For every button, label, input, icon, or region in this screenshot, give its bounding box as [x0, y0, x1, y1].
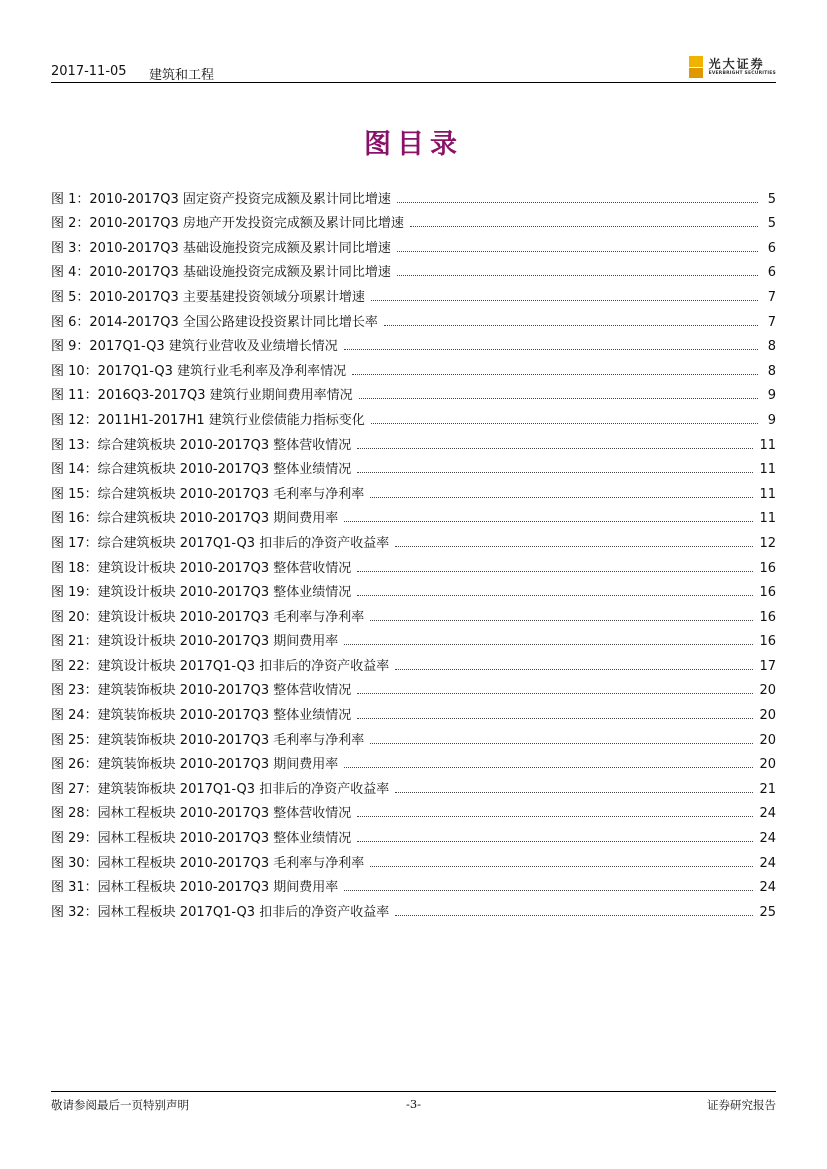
- toc-entry-label[interactable]: 图 32：园林工程板块 2017Q1-Q3 扣非后的净资产收益率: [51, 904, 390, 920]
- toc-entry[interactable]: [51, 256, 776, 281]
- toc-entry-label[interactable]: 图 15：综合建筑板块 2010-2017Q3 毛利率与净利率: [51, 486, 365, 502]
- toc-leader-dots: [370, 866, 753, 867]
- toc-entry[interactable]: [51, 305, 776, 330]
- toc-entry-label[interactable]: 图 12：2011H1-2017H1 建筑行业偿债能力指标变化: [51, 412, 365, 428]
- toc-leader-dots: [371, 423, 758, 424]
- page-title: 图目录: [364, 129, 463, 160]
- toc-leader-dots: [357, 595, 753, 596]
- toc-entry-label[interactable]: 图 26：建筑装饰板块 2010-2017Q3 期间费用率: [51, 757, 339, 773]
- toc-entry[interactable]: [51, 600, 776, 625]
- toc-entry[interactable]: [51, 354, 776, 379]
- toc-entry-page[interactable]: 24: [759, 880, 776, 896]
- toc-entry[interactable]: [51, 723, 776, 748]
- toc-entry[interactable]: [51, 674, 776, 699]
- toc-entry-label[interactable]: 图 19：建筑设计板块 2010-2017Q3 整体业绩情况: [51, 585, 352, 601]
- toc-entry-label[interactable]: 图 27：建筑装饰板块 2017Q1-Q3 扣非后的净资产收益率: [51, 781, 390, 797]
- toc-entry-label[interactable]: 图 14：综合建筑板块 2010-2017Q3 整体业绩情况: [51, 462, 352, 478]
- figure-list: [51, 182, 776, 920]
- toc-leader-dots: [344, 349, 758, 350]
- toc-entry-page[interactable]: 9: [767, 412, 776, 428]
- toc-entry-page[interactable]: 5: [767, 216, 776, 232]
- toc-entry-page[interactable]: 16: [759, 609, 776, 625]
- toc-entry-label[interactable]: 图 31：园林工程板块 2010-2017Q3 期间费用率: [51, 880, 339, 896]
- toc-entry-page[interactable]: 20: [759, 683, 776, 699]
- toc-entry[interactable]: [51, 772, 776, 797]
- toc-entry[interactable]: [51, 379, 776, 404]
- toc-leader-dots: [370, 620, 753, 621]
- toc-leader-dots: [371, 300, 758, 301]
- page-footer: [51, 1097, 776, 1115]
- toc-entry-page[interactable]: 11: [759, 486, 776, 502]
- toc-leader-dots: [397, 275, 758, 276]
- toc-entry-label[interactable]: 图 22：建筑设计板块 2017Q1-Q3 扣非后的净资产收益率: [51, 658, 390, 674]
- toc-leader-dots: [357, 841, 753, 842]
- toc-entry[interactable]: [51, 871, 776, 896]
- toc-leader-dots: [370, 497, 753, 498]
- toc-leader-dots: [357, 448, 753, 449]
- toc-entry-page[interactable]: 6: [767, 265, 776, 281]
- toc-entry-label[interactable]: 图 18：建筑设计板块 2010-2017Q3 整体营收情况: [51, 560, 352, 576]
- toc-entry-page[interactable]: 17: [759, 658, 776, 674]
- toc-entry-page[interactable]: 5: [767, 191, 776, 207]
- toc-entry-label[interactable]: 图 25：建筑装饰板块 2010-2017Q3 毛利率与净利率: [51, 732, 365, 748]
- toc-leader-dots: [357, 571, 753, 572]
- toc-entry-label[interactable]: 图 4：2010-2017Q3 基础设施投资完成额及累计同比增速: [51, 265, 391, 281]
- report-type: 证券研究报告: [707, 1098, 776, 1112]
- toc-entry-label[interactable]: 图 3：2010-2017Q3 基础设施投资完成额及累计同比增速: [51, 240, 391, 256]
- toc-leader-dots: [344, 890, 753, 891]
- toc-entry-page[interactable]: 9: [767, 388, 776, 404]
- toc-entry-page[interactable]: 7: [767, 289, 776, 305]
- report-section: 建筑和工程: [149, 68, 215, 83]
- toc-entry-label[interactable]: 图 24：建筑装饰板块 2010-2017Q3 整体业绩情况: [51, 708, 352, 724]
- toc-leader-dots: [357, 816, 753, 817]
- toc-entry-label[interactable]: 图 5：2010-2017Q3 主要基建投资领域分项累计增速: [51, 289, 365, 305]
- toc-entry[interactable]: [51, 551, 776, 576]
- toc-entry[interactable]: [51, 280, 776, 305]
- disclaimer-note: 敬请参阅最后一页特别声明: [51, 1098, 189, 1112]
- toc-entry[interactable]: [51, 453, 776, 478]
- toc-entry-page[interactable]: 11: [759, 511, 776, 527]
- toc-entry-page[interactable]: 16: [759, 585, 776, 601]
- toc-leader-dots: [384, 325, 758, 326]
- toc-entry[interactable]: [51, 403, 776, 428]
- toc-entry-label[interactable]: 图 1：2010-2017Q3 固定资产投资完成额及累计同比增速: [51, 191, 391, 207]
- toc-leader-dots: [357, 693, 753, 694]
- footer-divider: [51, 1091, 776, 1092]
- toc-entry-page[interactable]: 12: [759, 535, 776, 551]
- toc-leader-dots: [344, 644, 753, 645]
- toc-leader-dots: [370, 743, 753, 744]
- toc-entry-label[interactable]: 图 9：2017Q1-Q3 建筑行业营收及业绩增长情况: [51, 339, 338, 355]
- toc-entry-page[interactable]: 24: [759, 855, 776, 871]
- toc-entry[interactable]: [51, 649, 776, 674]
- toc-entry[interactable]: [51, 698, 776, 723]
- toc-leader-dots: [397, 202, 758, 203]
- toc-leader-dots: [410, 226, 758, 227]
- toc-leader-dots: [395, 546, 753, 547]
- toc-leader-dots: [352, 374, 758, 375]
- toc-entry[interactable]: [51, 576, 776, 601]
- toc-entry[interactable]: [51, 748, 776, 773]
- toc-entry[interactable]: [51, 502, 776, 527]
- toc-entry-label[interactable]: 图 30：园林工程板块 2010-2017Q3 毛利率与净利率: [51, 855, 365, 871]
- page-header: [51, 58, 776, 82]
- toc-entry[interactable]: [51, 477, 776, 502]
- toc-entry[interactable]: [51, 526, 776, 551]
- toc-entry-label[interactable]: 图 11：2016Q3-2017Q3 建筑行业期间费用率情况: [51, 388, 353, 404]
- toc-entry-page[interactable]: 20: [759, 757, 776, 773]
- toc-entry[interactable]: [51, 231, 776, 256]
- toc-entry-label[interactable]: 图 10：2017Q1-Q3 建筑行业毛利率及净利率情况: [51, 363, 347, 379]
- toc-entry-label[interactable]: 图 6：2014-2017Q3 全国公路建设投资累计同比增长率: [51, 314, 378, 330]
- toc-entry[interactable]: [51, 821, 776, 846]
- toc-entry-label[interactable]: 图 21：建筑设计板块 2010-2017Q3 期间费用率: [51, 634, 339, 650]
- toc-leader-dots: [395, 915, 753, 916]
- toc-leader-dots: [395, 669, 753, 670]
- toc-entry-page[interactable]: 7: [767, 314, 776, 330]
- toc-entry[interactable]: [51, 895, 776, 920]
- toc-leader-dots: [359, 398, 758, 399]
- toc-entry-label[interactable]: 图 16：综合建筑板块 2010-2017Q3 期间费用率: [51, 511, 339, 527]
- logo-mark-icon: [689, 56, 703, 78]
- toc-entry[interactable]: [51, 330, 776, 355]
- toc-entry-label[interactable]: 图 13：综合建筑板块 2010-2017Q3 整体营收情况: [51, 437, 352, 453]
- toc-entry[interactable]: [51, 428, 776, 453]
- toc-entry[interactable]: [51, 182, 776, 207]
- toc-leader-dots: [357, 472, 753, 473]
- toc-leader-dots: [344, 521, 753, 522]
- toc-entry-label[interactable]: 图 17：综合建筑板块 2017Q1-Q3 扣非后的净资产收益率: [51, 535, 390, 551]
- toc-entry-label[interactable]: 图 2：2010-2017Q3 房地产开发投资完成额及累计同比增速: [51, 216, 404, 232]
- toc-leader-dots: [357, 718, 753, 719]
- toc-entry-page[interactable]: 20: [759, 732, 776, 748]
- toc-entry-page[interactable]: 16: [759, 560, 776, 576]
- toc-entry-page[interactable]: 25: [759, 904, 776, 920]
- report-date: 2017-11-05: [51, 64, 127, 79]
- toc-leader-dots: [397, 251, 758, 252]
- toc-entry-page[interactable]: 24: [759, 806, 776, 822]
- toc-entry[interactable]: [51, 846, 776, 871]
- page-number: -3-: [405, 1097, 422, 1111]
- toc-entry-page[interactable]: 21: [759, 781, 776, 797]
- toc-entry-page[interactable]: 8: [767, 363, 776, 379]
- brand-logo: [689, 54, 776, 80]
- logo-chinese-name: 光大证券: [708, 56, 765, 71]
- toc-entry-page[interactable]: 24: [759, 831, 776, 847]
- header-divider: [51, 82, 776, 83]
- toc-entry[interactable]: [51, 797, 776, 822]
- toc-entry-page[interactable]: 6: [767, 240, 776, 256]
- toc-entry-page[interactable]: 11: [759, 462, 776, 478]
- toc-entry[interactable]: [51, 207, 776, 232]
- toc-entry-page[interactable]: 8: [767, 339, 776, 355]
- toc-entry-label[interactable]: 图 20：建筑设计板块 2010-2017Q3 毛利率与净利率: [51, 609, 365, 625]
- toc-entry[interactable]: [51, 625, 776, 650]
- toc-entry-label[interactable]: 图 29：园林工程板块 2010-2017Q3 整体业绩情况: [51, 831, 352, 847]
- toc-entry-page[interactable]: 16: [759, 634, 776, 650]
- logo-english-name: EVERBRIGHT SECURITIES: [708, 70, 776, 76]
- toc-leader-dots: [395, 792, 753, 793]
- toc-entry-page[interactable]: 11: [759, 437, 776, 453]
- toc-leader-dots: [344, 767, 753, 768]
- toc-entry-label[interactable]: 图 23：建筑装饰板块 2010-2017Q3 整体营收情况: [51, 683, 352, 699]
- toc-entry-page[interactable]: 20: [759, 708, 776, 724]
- toc-entry-label[interactable]: 图 28：园林工程板块 2010-2017Q3 整体营收情况: [51, 806, 352, 822]
